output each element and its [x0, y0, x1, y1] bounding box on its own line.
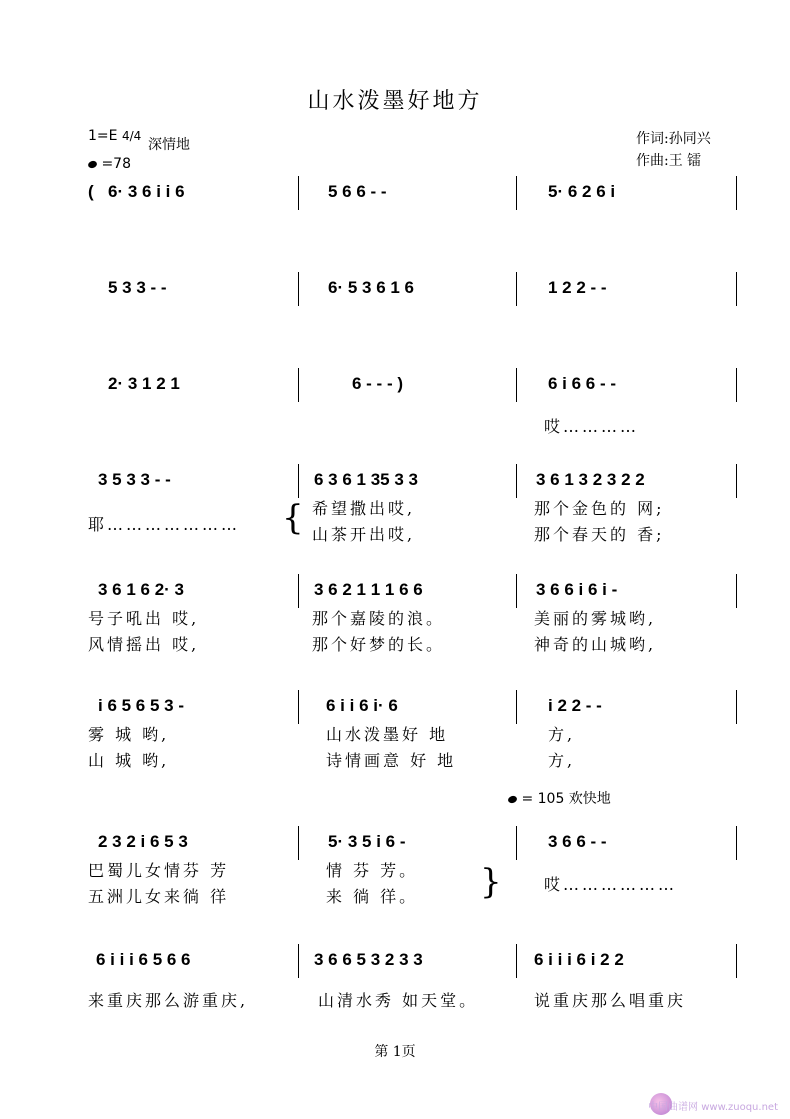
key-signature — [88, 128, 141, 144]
lyric-line: 巴蜀儿女情芬 芳 — [88, 861, 230, 880]
measure: 3 6 2 1 1 1 6 6 — [314, 580, 423, 599]
measure: 6 i i i 6 i 2 2 — [534, 950, 624, 969]
lyric-line: 号子吼出 哎, — [88, 609, 200, 628]
lyric-line: 山 城 哟, — [88, 751, 170, 770]
measure: 3 6 1 3 2 3 2 2 — [536, 470, 645, 489]
lyric-line: 那个嘉陵的浪。 — [312, 609, 446, 628]
time-signature: 4/4 — [121, 128, 142, 143]
measure: 5· 3 5 i 6 - — [328, 832, 406, 851]
bar-line — [736, 368, 737, 402]
tempo-mark — [88, 156, 131, 172]
quarter-note-icon — [507, 795, 518, 805]
measure: 5 3 3 - - — [108, 278, 167, 297]
bar-line — [516, 944, 517, 978]
bar-line — [516, 272, 517, 306]
lyricist: 作词:孙同兴 — [636, 131, 711, 147]
tempo-change-label: = 105 欢快地 — [521, 791, 611, 807]
lyric-line: 来重庆那么游重庆, — [88, 991, 249, 1010]
measure: 6 3 6 1 35 3 3 — [314, 470, 418, 489]
measure: 3 6 1 6 2· 3 — [98, 580, 185, 599]
measure: 6 - - - ) — [352, 374, 403, 393]
verse-brace: } — [480, 862, 502, 902]
bar-line — [516, 690, 517, 724]
lyric-line: 神奇的山城哟, — [534, 635, 657, 654]
measure: 1 2 2 - - — [548, 278, 607, 297]
bar-line — [298, 826, 299, 860]
page-number: 第 1页 — [374, 1044, 416, 1060]
lyric-line: 山茶开出哎, — [312, 525, 416, 544]
bar-line — [736, 176, 737, 210]
lyric-line: 方, — [548, 725, 576, 744]
lyric-line: 耶………………… — [88, 515, 241, 534]
bar-line — [298, 176, 299, 210]
tempo-value: =78 — [101, 156, 131, 172]
lyric-line: 那个春天的 香; — [534, 525, 665, 544]
lyric-line: 那个好梦的长。 — [312, 635, 446, 654]
lyric-line: 五洲儿女来徜 徉 — [88, 887, 230, 906]
measure: i 2 2 - - — [548, 696, 602, 715]
tempo-change — [508, 788, 611, 808]
bar-line — [298, 690, 299, 724]
measure: 3 5 3 3 - - — [98, 470, 171, 489]
measure: 6· 3 6 i i 6 — [108, 182, 185, 201]
lyric-line: 雾 城 哟, — [88, 725, 170, 744]
composer: 作曲:王 镭 — [636, 153, 702, 169]
measure: 6· 5 3 6 1 6 — [328, 278, 415, 297]
lyric-line: 来 徜 徉。 — [326, 887, 419, 906]
measure: 3 6 6 i 6 i - — [536, 580, 618, 599]
bar-line — [736, 826, 737, 860]
lyric-line: 哎……………… — [544, 875, 678, 894]
bar-line — [736, 690, 737, 724]
measure: 6 i 6 6 - - — [548, 374, 617, 393]
lyric-line: 方, — [548, 751, 576, 770]
key-label: 1=E — [88, 128, 118, 144]
watermark: 中国曲谱网 www.zuoqu.net — [648, 1102, 778, 1113]
lyric-line: 山水泼墨好 地 — [326, 725, 449, 744]
intro-paren: ( — [88, 182, 94, 201]
verse-brace: { — [282, 498, 304, 538]
lyric-line: 说重庆那么唱重庆 — [534, 991, 687, 1010]
bar-line — [298, 272, 299, 306]
bar-line — [516, 464, 517, 498]
measure: i 6 5 6 5 3 - — [98, 696, 184, 715]
measure: 2 3 2 i 6 5 3 — [98, 832, 188, 851]
lyric-line: 风情摇出 哎, — [88, 635, 200, 654]
bar-line — [736, 574, 737, 608]
bar-line — [736, 944, 737, 978]
measure: 2· 3 1 2 1 — [108, 374, 180, 393]
lyric-line: 情 芬 芳。 — [326, 861, 419, 880]
measure: 3 6 6 - - — [548, 832, 607, 851]
bar-line — [298, 574, 299, 608]
measure: 6 i i i 6 5 6 6 — [96, 950, 191, 969]
lyric-line: 那个金色的 网; — [534, 499, 665, 518]
bar-line — [298, 368, 299, 402]
bar-line — [516, 368, 517, 402]
measure: 5· 6 2 6 i — [548, 182, 616, 201]
bar-line — [516, 826, 517, 860]
lyric-line: 美丽的雾城哟, — [534, 609, 657, 628]
expression-mark: 深情地 — [148, 137, 190, 153]
measure: 6 i i 6 i· 6 — [326, 696, 398, 715]
bar-line — [516, 574, 517, 608]
bar-line — [516, 176, 517, 210]
measure: 5 6 6 - - — [328, 182, 387, 201]
lyric-line: 诗情画意 好 地 — [326, 751, 457, 770]
bar-line — [736, 464, 737, 498]
bar-line — [736, 272, 737, 306]
lyric-line: 山清水秀 如天堂。 — [318, 991, 479, 1010]
bar-line — [298, 944, 299, 978]
bar-line — [298, 464, 299, 498]
page-title: 山水泼墨好地方 — [307, 89, 483, 114]
lyric-line: 希望撒出哎, — [312, 499, 416, 518]
measure: 3 6 6 5 3 2 3 3 — [314, 950, 423, 969]
quarter-note-icon — [87, 160, 98, 170]
lyric-line: 哎………… — [544, 417, 640, 436]
